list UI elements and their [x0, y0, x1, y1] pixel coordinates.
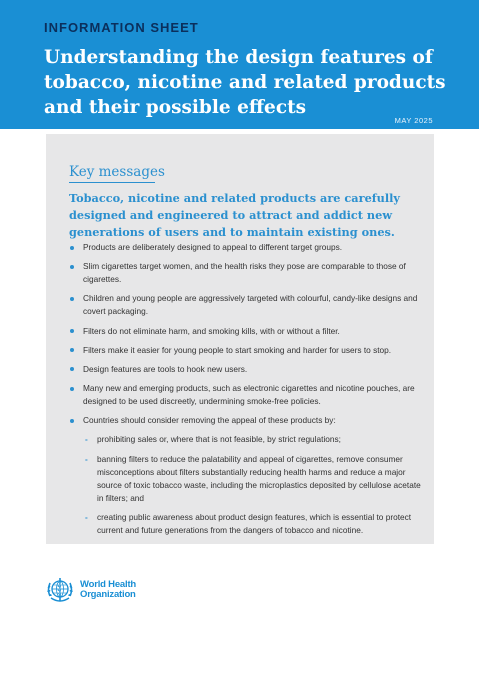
key-messages-intro: Tobacco, nicotine and related products are carefully designed and engineered to attract and addict new generations of users and to maintain existing ones. [69, 191, 400, 239]
sub-list [83, 433, 421, 536]
list-item: Children and young people are aggressively targeted with colourful, candy-like designs and covert packaging. [69, 292, 421, 318]
list-item: Filters do not eliminate harm, and smoking kills, with or without a filter. [69, 325, 421, 338]
list-item: Countries should consider removing the appeal of these products by: - prohibiting sales or, where that is not feasible, by strict regulations; - banning filters to reduce the palatability and appeal of cigarettes, remove consumer misconceptions about filters substantially reducing health harms and reduce a major source of toxic tobacco waste, including the microplastics deposited by cellulose acetate in filters; and - creating public awareness about product design features, which is essential to protect current and future generations from the dangers of tobacco and nicotine. [69, 414, 421, 536]
list-item: Many new and emerging products, such as electronic cigarettes and nicotine pouches, are designed to be used discreetly, undermining smoke-free policies. [69, 382, 421, 408]
list-item: Slim cigarettes target women, and the health risks they pose are comparable to those of cigarettes. [69, 260, 421, 286]
sub-list-item: - creating public awareness about product design features, which is essential to protect current and future generations from the dangers of tobacco and nicotine. [83, 511, 421, 537]
organization-name: World Health Organization [80, 578, 137, 600]
heading-underline [69, 182, 155, 183]
who-logo [44, 574, 136, 606]
sub-list-item: - prohibiting sales or, where that is not feasible, by strict regulations; [83, 433, 421, 446]
key-messages-list [69, 241, 421, 543]
document-type-label: INFORMATION SHEET [44, 20, 199, 35]
header-banner [0, 0, 479, 129]
key-messages-heading: Key messages [69, 164, 165, 180]
list-item: Filters make it easier for young people to start smoking and harder for users to stop. [69, 344, 421, 357]
key-messages-panel [46, 134, 434, 544]
list-item: Design features are tools to hook new users. [69, 363, 421, 376]
document-title: Understanding the design features of tobacco, nicotine and related products and their possible effects [44, 47, 446, 118]
publication-date: MAY 2025 [394, 116, 433, 125]
list-item: Products are deliberately designed to appeal to different target groups. [69, 241, 421, 254]
who-emblem-icon [44, 574, 76, 606]
sub-list-item: - banning filters to reduce the palatability and appeal of cigarettes, remove consumer misconceptions about filters substantially reducing health harms and reduce a major source of toxic tobacco waste, including the microplastics deposited by cellulose acetate in filters; and [83, 453, 421, 505]
